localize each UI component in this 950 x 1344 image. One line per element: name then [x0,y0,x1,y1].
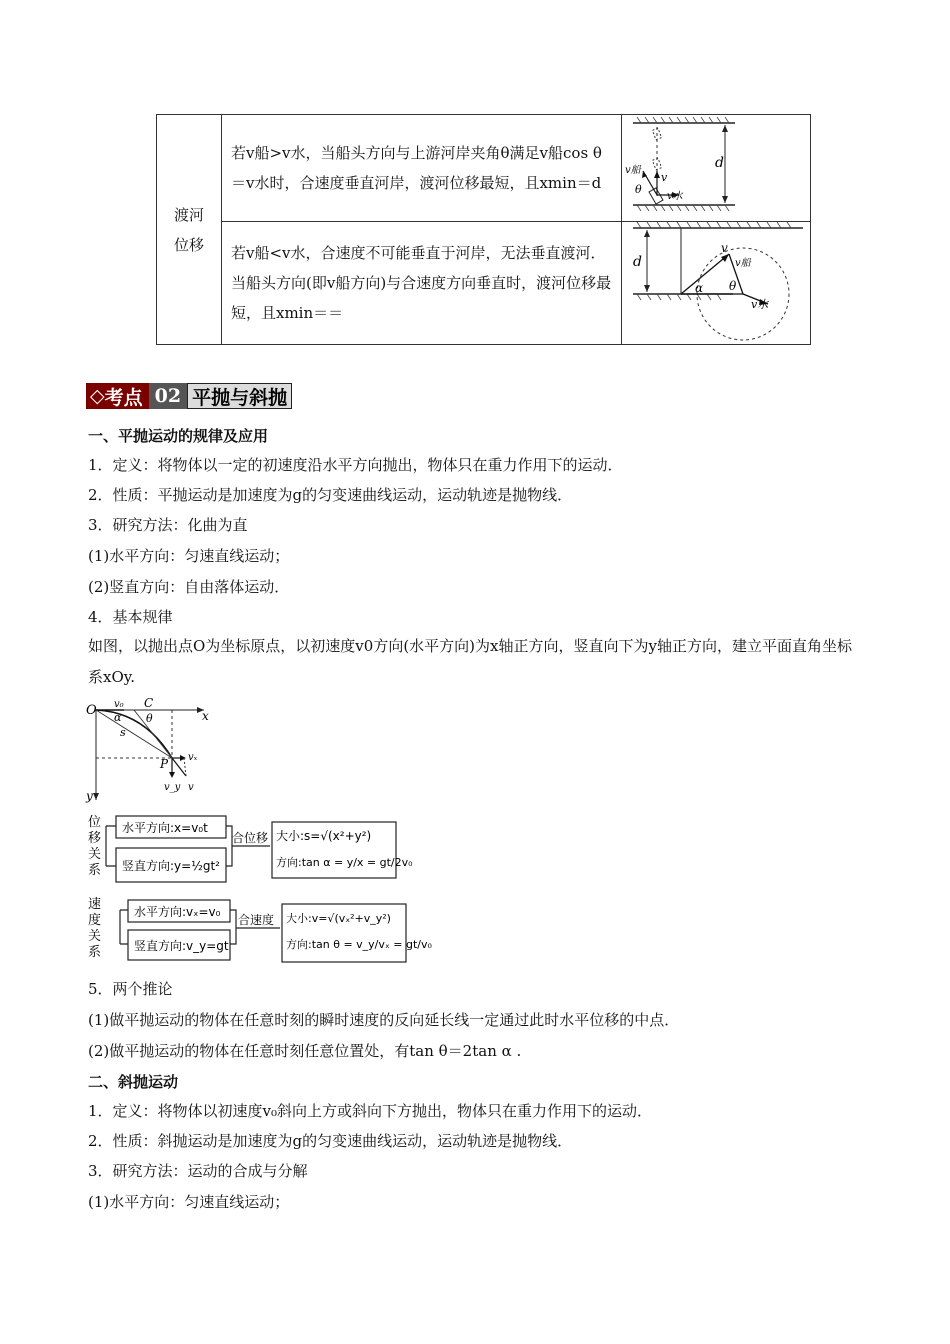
traj-vy-label: v_y [164,782,181,793]
fig1-d-label: d [715,155,724,171]
text-line: (1)水平方向：匀速直线运动； [88,547,290,565]
vel-vert-label: 竖直方向:v_y=gt [134,939,229,953]
vel-side-char: 速 [88,897,102,912]
disp-side-label [88,815,105,878]
traj-y-label: y [86,789,93,803]
fig2-d-label: d [633,254,642,270]
vel-side-char: 系 [88,945,102,960]
text-line: 3．研究方法：运动的合成与分解 [88,1162,308,1180]
traj-s-label: s [120,726,126,739]
text-line: 4．基本规律 [88,608,173,626]
fig-min-displacement [623,222,809,340]
vel-combine-label: 合速度 [238,913,275,927]
traj-O-label: O [86,703,97,718]
traj-theta-label: θ [146,712,153,725]
vel-size-label: 大小:v=√(vₓ²+v_y²) [286,912,391,925]
vel-side-char: 度 [88,913,102,928]
displacement-relation-diagram [84,812,413,886]
section-number: 02 [149,383,187,409]
row-label: 渡河位移 [173,205,204,254]
fig1-vboat-label: v船 [625,165,641,176]
vel-side-char: 关 [88,929,102,944]
section-label-text: 考点 [104,386,143,409]
fig1-theta-label: θ [635,183,642,196]
disp-horiz-label: 水平方向:x=v₀t [122,821,208,835]
row1-figure-cell [622,115,811,222]
subheading-1: 一、平抛运动的规律及应用 [88,427,269,445]
text-line: (2)做平抛运动的物体在任意时刻任意位置处，有tan θ＝2tan α . [88,1042,522,1060]
traj-v0-label: v₀ [114,699,124,710]
subheading-2: 二、斜抛运动 [88,1073,179,1091]
vel-horiz-label: 水平方向:vₓ=v₀ [134,905,221,919]
vel-dir-label: 方向:tan θ = v_y/vₓ = gt/v₀ [286,938,432,951]
fig2-theta-label: θ [729,279,737,293]
disp-side-char: 关 [88,847,102,862]
disp-side-char: 位 [88,815,102,830]
fig2-vwater-label: v水 [751,298,769,311]
fig2-vboat-label: v船 [735,258,751,269]
fig1-v-label: v [661,171,668,184]
section-heading [86,383,292,409]
vel-side-label [88,896,105,960]
traj-vx-label: vₓ [188,752,198,763]
traj-alpha-label: α [114,711,122,724]
row-label-cell [157,115,222,345]
traj-v-label: v [188,782,194,793]
text-line: 5．两个推论 [88,980,173,998]
section-label [86,383,149,409]
text-line: (2)竖直方向：自由落体运动． [88,578,290,596]
fig2-alpha-label: α [695,281,704,295]
disp-side-char: 移 [88,831,102,846]
trajectory-figure [84,696,224,804]
fig2-v-label: v [721,241,728,255]
river-crossing-table [156,114,811,345]
section-title: 平抛与斜抛 [187,383,292,409]
disp-dir-label: 方向:tan α = y/x = gt/2v₀ [276,856,413,869]
diamond-icon: ◇ [90,385,105,407]
fig-perpendicular-crossing [623,115,809,217]
disp-combine-label: 合位移 [232,831,269,845]
text-line: 1．定义：将物体以一定的初速度沿水平方向抛出，物体只在重力作用下的运动． [88,456,623,474]
disp-side-char: 系 [88,863,102,878]
velocity-relation-diagram [84,894,432,968]
text-paragraph: 如图，以抛出点O为坐标原点，以初速度v0方向(水平方向)为x轴正方向，竖直向下为y轴正方向，建立平面直角坐标系xOy. [88,637,852,686]
text-line: (1)做平抛运动的物体在任意时刻的瞬时速度的反向延长线一定通过此时水平位移的中点． [88,1011,680,1029]
traj-P-label: P [160,757,169,771]
text-line: 3．研究方法：化曲为直 [88,516,248,534]
traj-x-label: x [202,709,209,723]
fig1-vwater-label: v水 [667,191,683,202]
text-line: 2．性质：平抛运动是加速度为g的匀变速曲线运动，运动轨迹是抛物线． [88,486,573,504]
row1-text: 若v船>v水，当船头方向与上游河岸夹角θ满足v船cos θ＝v水时，合速度垂直河岸，渡河位移最短，且xmin＝d [222,115,622,222]
text-line: (1)水平方向：匀速直线运动； [88,1193,290,1211]
row2-text: 若v船<v水，合速度不可能垂直于河岸，无法垂直渡河．当船头方向(即v船方向)与合速度方向垂直时，渡河位移最短，且xmin＝＝ [222,222,622,345]
disp-vert-label: 竖直方向:y=½gt² [122,859,220,873]
row2-figure-cell [622,222,811,345]
text-line: 2．性质：斜抛运动是加速度为g的匀变速曲线运动，运动轨迹是抛物线． [88,1132,573,1150]
text-line: 1．定义：将物体以初速度v₀斜向上方或斜向下方抛出，物体只在重力作用下的运动． [88,1102,653,1120]
traj-C-label: C [144,696,154,710]
disp-size-label: 大小:s=√(x²+y²) [276,829,372,843]
